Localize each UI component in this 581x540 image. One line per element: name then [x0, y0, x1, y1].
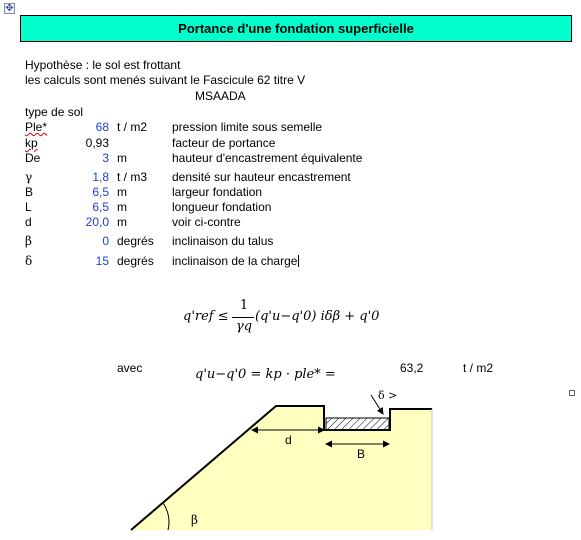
hypothesis-line-1: Hypothèse : le sol est frottant	[25, 58, 181, 72]
row-symbol: γ	[25, 170, 33, 184]
formula-net-pressure: q'u−q'0 = kp · ple* =	[195, 367, 336, 382]
row-value-input[interactable]: 1,8	[92, 170, 109, 184]
formula-denominator: γq	[235, 319, 253, 334]
row-symbol: B	[25, 185, 34, 199]
row-unit: m	[117, 185, 127, 199]
table-move-handle-icon[interactable]: ✥	[5, 3, 14, 14]
foundation-footing	[326, 418, 389, 430]
formula-lhs: q'ref ≤	[183, 309, 229, 324]
row-description: pression limite sous semelle	[172, 120, 323, 134]
row-description: densité sur hauteur encastrement	[172, 170, 351, 184]
row-unit: t / m3	[117, 170, 148, 184]
row-value-input[interactable]: 6,5	[92, 185, 109, 199]
row-value: 0,93	[85, 136, 109, 150]
row-value-input[interactable]: 68	[95, 120, 109, 134]
result-value: 63,2	[400, 361, 424, 375]
avec-label: avec	[117, 361, 143, 375]
page-title-text: Portance d'une fondation superficielle	[178, 21, 414, 36]
row-unit: degrés	[117, 234, 154, 248]
row-value-input[interactable]: 3	[102, 151, 109, 165]
row-symbol: d	[25, 215, 32, 229]
author-name: MSAADA	[195, 89, 246, 103]
formula-rhs: (q'u−q'0) iδβ + q'0	[255, 309, 380, 324]
row-unit: m	[117, 215, 127, 229]
row-description: hauteur d'encastrement équivalente	[172, 151, 363, 165]
row-description: largeur fondation	[172, 185, 263, 199]
row-unit: t / m2	[117, 120, 148, 134]
row-description: longueur fondation	[172, 200, 272, 214]
row-symbol: δ	[25, 254, 33, 268]
row-description: inclinaison du talus	[172, 234, 274, 248]
row-unit: degrés	[117, 254, 154, 268]
row-value-input[interactable]: 15	[95, 254, 109, 268]
label-d: d	[285, 433, 292, 447]
row-description: facteur de portance	[172, 136, 276, 150]
row-symbol: β	[25, 234, 32, 248]
row-unit: m	[117, 151, 127, 165]
row-description-text: inclinaison de la charge	[172, 254, 298, 268]
row-symbol: De	[25, 151, 41, 165]
label-beta: β	[191, 513, 198, 527]
row-unit: m	[117, 200, 127, 214]
result-unit: t / m2	[463, 361, 494, 375]
row-value-input[interactable]: 20,0	[85, 215, 109, 229]
row-value-input[interactable]: 0	[102, 234, 109, 248]
row-value-input[interactable]: 6,5	[92, 200, 109, 214]
section-label: type de sol	[25, 105, 84, 119]
row-symbol: L	[25, 200, 32, 214]
hypothesis-line-2: les calculs sont menés suivant le Fascicule 62 titre V	[25, 73, 306, 87]
label-B: B	[357, 447, 366, 461]
row-symbol: Ple*	[25, 120, 48, 134]
row-description: voir ci-contre	[172, 215, 241, 229]
label-delta: δ >	[378, 389, 398, 402]
row-symbol: kp	[25, 136, 38, 150]
formula-numerator: 1	[239, 298, 249, 313]
